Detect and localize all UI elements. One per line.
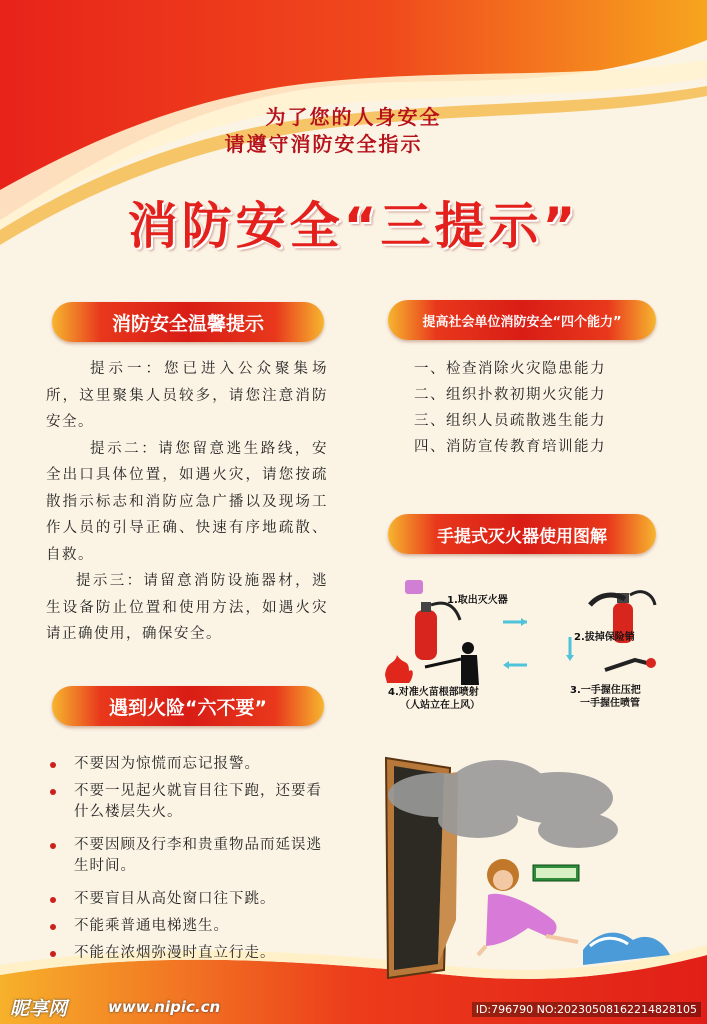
tip-three-paragraph: 提示三：请留意消防设施器材，逃生设备防止位置和使用方法，如遇火灾请正确使用，确保安全。 bbox=[46, 573, 328, 642]
bullet-icon bbox=[50, 843, 56, 849]
ability-item-1: 一、检查消除火灾隐患能力 bbox=[414, 361, 606, 377]
bullet-icon bbox=[50, 897, 56, 903]
subtitle-line-2: 请遵守消防安全指示 bbox=[224, 132, 423, 156]
step-2-label: 2.拔掉保险销 bbox=[574, 632, 635, 643]
list-item: 不能乘普通电梯逃生。 bbox=[48, 916, 330, 937]
footer-id: ID:796790 NO:20230508162214828105 bbox=[472, 1002, 701, 1017]
water-wave-icon bbox=[583, 933, 670, 965]
step-4-label-a: 4.对准火苗根部喷射 bbox=[388, 687, 479, 698]
extinguisher-heading: 手提式灭火器使用图解 bbox=[388, 514, 656, 554]
fire-icon bbox=[385, 655, 413, 683]
subtitle-line-1: 为了您的人身安全 bbox=[265, 105, 442, 129]
footer-logo: 昵享网 bbox=[10, 998, 68, 1020]
ability-item-3: 三、组织人员疏散逃生能力 bbox=[414, 413, 606, 429]
escape-illustration bbox=[378, 750, 698, 980]
bullet-icon bbox=[50, 789, 56, 795]
tips-body bbox=[46, 356, 328, 648]
exit-sign-icon bbox=[533, 865, 579, 881]
ability-item-2: 二、组织扑救初期火灾能力 bbox=[414, 387, 606, 403]
step-3-label-a: 3.一手握住压把 bbox=[570, 685, 641, 696]
ability-item-4: 四、消防宣传教育培训能力 bbox=[414, 439, 606, 455]
extinguisher-icon bbox=[405, 580, 460, 660]
step-1-label: 1.取出灭火器 bbox=[447, 595, 508, 606]
list-item: 不能在浓烟弥漫时直立行走。 bbox=[48, 943, 330, 964]
tips-heading: 消防安全温馨提示 bbox=[52, 302, 324, 342]
tip-two-paragraph: 提示二：请您留意逃生路线，安全出口具体位置，如遇火灾，请您按疏散指示标志和消防应急广播以及现场工作人员的引导正确、快速有序地疏散、自救。 bbox=[46, 440, 328, 563]
bullet-icon bbox=[50, 951, 56, 957]
list-item: 不要因顾及行李和贵重物品而延误逃生时间。 bbox=[48, 835, 330, 877]
list-item: 不要盲目从高处窗口往下跳。 bbox=[48, 889, 330, 910]
list-item: 不要一见起火就盲目往下跑，还要看什么楼层失火。 bbox=[48, 781, 330, 823]
step-4-label-b: （人站立在上风） bbox=[400, 700, 480, 711]
abilities-heading: 提高社会单位消防安全“四个能力” bbox=[388, 300, 656, 340]
page-title: 消防安全“三提示” bbox=[127, 197, 580, 255]
six-donts-heading: 遇到火险“六不要” bbox=[52, 686, 324, 726]
extinguisher-nozzle-icon bbox=[605, 658, 656, 670]
abilities-list bbox=[414, 356, 674, 460]
step-3-label-b: 一手握住喷管 bbox=[580, 698, 640, 709]
six-donts-list bbox=[48, 754, 330, 964]
list-item: 不要因为惊慌而忘记报警。 bbox=[48, 754, 330, 775]
bullet-icon bbox=[50, 762, 56, 768]
tip-one-paragraph: 提示一：您已进入公众聚集场所，这里聚集人员较多，请您注意消防安全。 bbox=[46, 361, 328, 430]
bullet-icon bbox=[50, 924, 56, 930]
footer-url: www.nipic.cn bbox=[108, 998, 221, 1016]
